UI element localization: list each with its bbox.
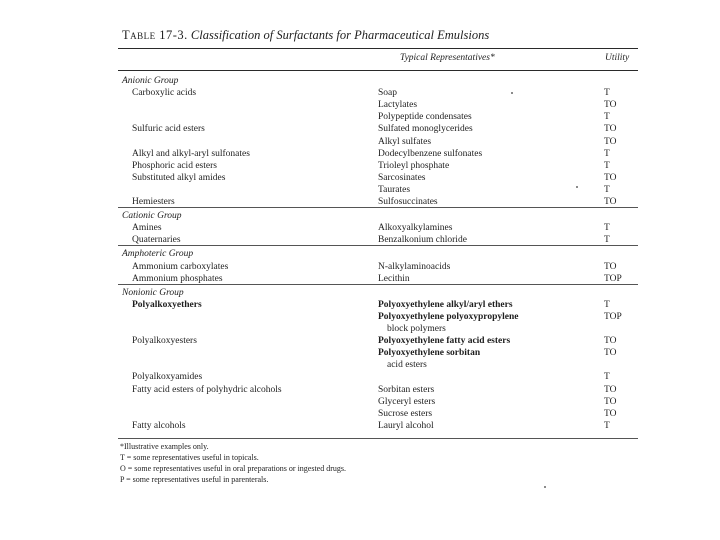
utility-code: TO (604, 384, 617, 395)
footnote-line: O = some representatives useful in oral preparations or ingested drugs. (120, 464, 347, 473)
table-row (0, 299, 720, 311)
surfactant-class: Hemiesters (132, 197, 175, 207)
header-representatives: Typical Representatives* (400, 53, 495, 63)
typical-representative: Polyoxyethylene polyoxypropylene (378, 311, 519, 322)
surfactant-class: Quaternaries (132, 235, 181, 246)
surfactant-class: Phosphoric acid esters (132, 160, 217, 171)
footnote-line: *Illustrative examples only. (120, 442, 209, 451)
typical-representative: N-alkylaminoacids (378, 261, 451, 272)
table-row (0, 335, 720, 347)
utility-code: TO (604, 261, 617, 272)
surfactant-class: Substituted alkyl amides (132, 172, 226, 183)
group-divider (118, 284, 638, 285)
typical-representative: Sulfated monoglycerides (378, 124, 473, 135)
table-row (0, 123, 720, 135)
group-heading: Anionic Group (122, 76, 179, 86)
scan-speck (544, 486, 546, 488)
utility-code: TOP (604, 311, 622, 322)
utility-code: T (604, 184, 610, 195)
typical-representative: acid esters (387, 360, 427, 371)
group-heading: Amphoteric Group (122, 249, 194, 260)
table-row (0, 99, 720, 111)
typical-representative: Sucrose esters (378, 408, 433, 419)
surfactant-class: Carboxylic acids (132, 88, 197, 99)
table-row (0, 384, 720, 396)
surfactant-class: Polyalkoxyesters (132, 336, 197, 347)
table-row (0, 311, 720, 323)
typical-representative: Polyoxyethylene fatty acid esters (378, 336, 511, 347)
top-rule (118, 48, 638, 49)
utility-code: TO (604, 348, 617, 359)
typical-representative: Alkyl sulfates (378, 136, 432, 147)
typical-representative: Lecithin (378, 273, 410, 284)
typical-representative: block polymers (387, 324, 446, 334)
surfactant-class: Polyalkoxyethers (132, 299, 202, 310)
table-row (0, 420, 720, 432)
table-row (0, 261, 720, 273)
utility-code: T (604, 112, 610, 123)
table-row (0, 160, 720, 172)
utility-code: TO (604, 408, 617, 419)
typical-representative: Glyceryl esters (378, 396, 436, 407)
typical-representative: Alkoxyalkylamines (378, 223, 453, 234)
utility-code: TO (604, 100, 617, 111)
typical-representative: Polyoxyethylene sorbitan (378, 348, 481, 359)
utility-code: TO (604, 124, 617, 135)
utility-code: TOP (604, 273, 622, 284)
utility-code: T (604, 299, 610, 310)
surfactant-class: Polyalkoxyamides (132, 372, 203, 383)
table-caption: Classification of Surfactants for Pharmaceutical Emulsions (190, 28, 490, 42)
scan-speck (511, 92, 513, 94)
typical-representative: Polyoxyethylene alkyl/aryl ethers (378, 299, 513, 310)
table-title (122, 28, 489, 43)
header-utility: Utility (605, 53, 630, 63)
typical-representative: Lactylates (378, 100, 418, 111)
header-rule (118, 70, 638, 71)
utility-code: T (604, 88, 610, 99)
table-number: Table 17-3. (122, 28, 188, 42)
group-heading: Nonionic Group (122, 287, 184, 298)
utility-code: TO (604, 136, 617, 147)
utility-code: T (604, 148, 610, 159)
utility-code: T (604, 372, 610, 383)
table-row (0, 111, 720, 123)
table-row (0, 396, 720, 408)
footnote-line: P = some representatives useful in parenterals. (120, 475, 269, 484)
surfactant-class: Fatty acid esters of polyhydric alcohols (132, 384, 282, 395)
group-heading: Cationic Group (122, 211, 182, 222)
footnote-line: T = some representatives useful in topicals. (120, 453, 259, 462)
utility-code: T (604, 235, 610, 246)
surfactant-class: Ammonium phosphates (132, 273, 223, 284)
surfactant-class: Amines (132, 223, 162, 234)
table-row (0, 172, 720, 184)
typical-representative: Lauryl alcohol (378, 420, 434, 431)
table-row (0, 359, 720, 371)
table-row (0, 323, 720, 335)
table-row (0, 222, 720, 234)
footnote-rule (118, 438, 638, 439)
typical-representative: Taurates (378, 184, 411, 195)
scan-speck (576, 186, 578, 188)
table-row (0, 347, 720, 359)
surfactant-class: Fatty alcohols (132, 420, 186, 431)
typical-representative: Sulfosuccinates (378, 197, 438, 207)
typical-representative: Soap (378, 88, 397, 99)
group-divider (118, 207, 638, 208)
typical-representative: Sorbitan esters (378, 384, 435, 395)
surfactant-class: Sulfuric acid esters (132, 124, 205, 135)
typical-representative: Trioleyl phosphate (378, 160, 450, 171)
utility-code: TO (604, 396, 617, 407)
typical-representative: Dodecylbenzene sulfonates (378, 148, 483, 159)
group-divider (118, 245, 638, 246)
typical-representative: Polypeptide condensates (378, 112, 472, 123)
utility-code: TO (604, 172, 617, 183)
typical-representative: Sarcosinates (378, 172, 426, 183)
table-row (0, 408, 720, 420)
typical-representative: Benzalkonium chloride (378, 235, 467, 246)
utility-code: TO (604, 336, 617, 347)
utility-code: T (604, 223, 610, 234)
utility-code: TO (604, 197, 617, 207)
table-row (0, 148, 720, 160)
surfactant-class: Ammonium carboxylates (132, 261, 229, 272)
utility-code: T (604, 160, 610, 171)
table-row (0, 87, 720, 99)
table-row (0, 184, 720, 196)
table-row (0, 371, 720, 383)
table-row (0, 136, 720, 148)
utility-code: T (604, 420, 610, 431)
surfactant-class: Alkyl and alkyl-aryl sulfonates (132, 148, 250, 159)
